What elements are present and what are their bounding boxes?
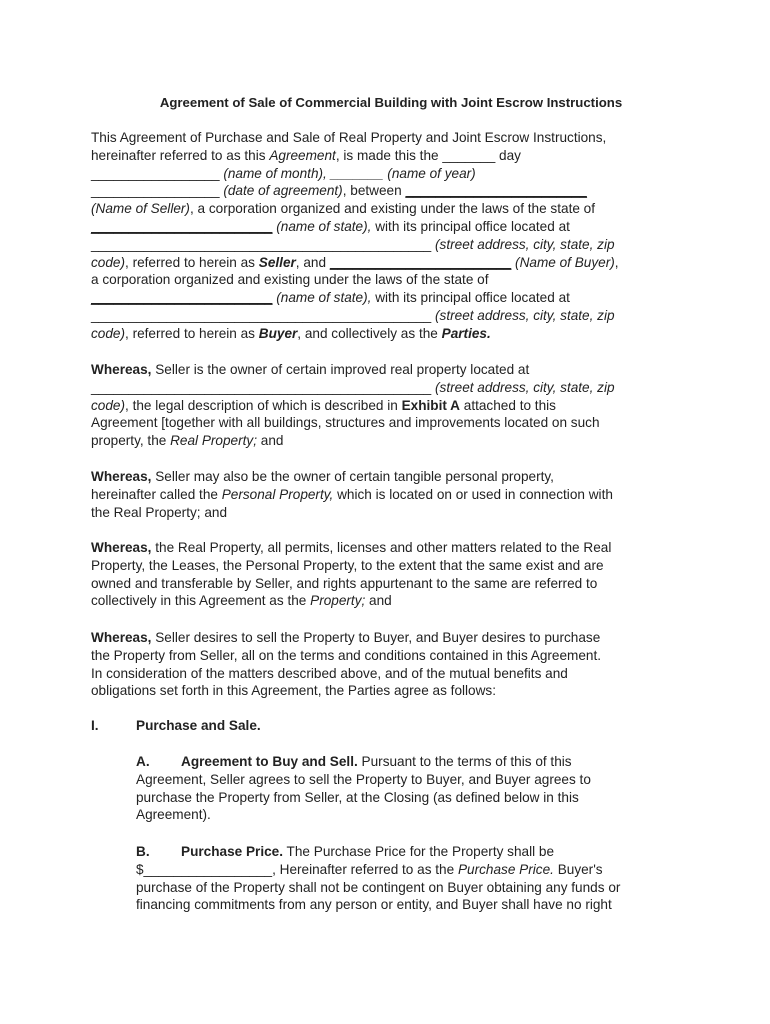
subsection-line — [136, 843, 620, 861]
intro-line: This Agreement of Purchase and Sale of Real Property and Joint Escrow Instructions, — [91, 130, 607, 145]
intro-line — [91, 218, 619, 236]
whereas-line: the Property from Seller, all on the terms and conditions contained in this Agreement. — [91, 647, 602, 663]
seller-term: Seller — [258, 254, 296, 270]
subsection-a — [136, 753, 591, 824]
address-hint: code) — [91, 254, 126, 270]
whereas-line — [91, 379, 615, 397]
subsection-letter: B. — [136, 844, 150, 859]
text: , between — [342, 183, 406, 199]
whereas-line: owned and transferable by Seller, and rights appurtenant to the same are referred to — [91, 575, 598, 591]
price-blank: $_________________, Hereinafter referred to as the — [136, 861, 458, 877]
subsection-b — [136, 843, 620, 914]
whereas-line: In consideration of the matters described above, and of the mutual benefits and — [91, 665, 568, 681]
text: Seller desires to sell the Property to Buyer, and Buyer desires to purchase — [151, 630, 601, 645]
section-title: Purchase and Sale. — [136, 718, 261, 733]
subsection-line: purchase the Property from Seller, at the Closing (as defined below in this — [136, 789, 579, 805]
text: , — [614, 254, 619, 270]
address-hint: (street address, city, state, zip — [435, 307, 615, 323]
subsection-line: financing commitments from any person or entity, and Buyer shall have no right — [136, 897, 612, 913]
subsection-line: Agreement). — [136, 807, 211, 823]
address-hint: code) — [91, 397, 126, 413]
subsection-heading: Purchase Price. — [181, 844, 284, 859]
whereas-line — [91, 539, 611, 557]
whereas-paragraph-4 — [91, 629, 601, 700]
agreement-term: Agreement — [269, 147, 336, 163]
real-property-term: Real Property; — [170, 433, 257, 449]
whereas-line — [91, 468, 613, 486]
intro-line — [91, 289, 619, 307]
address-hint: code) — [91, 325, 126, 341]
whereas-line: obligations set forth in this Agreement, the Parties agree as follows: — [91, 683, 497, 699]
subsection-letter: A. — [136, 754, 150, 769]
state-blank: ________________________ — [91, 290, 273, 306]
subsection-line: purchase of the Property shall not be contingent on Buyer obtaining any funds or — [136, 879, 621, 895]
whereas-line: the Real Property; and — [91, 504, 228, 520]
whereas-line: Property, the Leases, the Personal Property, to the extent that the same exist and are — [91, 557, 604, 573]
subsection-line — [136, 861, 620, 879]
text: , referred to herein as — [125, 325, 259, 341]
intro-line — [91, 307, 619, 325]
whereas-label: Whereas, — [91, 469, 152, 484]
text: attached to this — [459, 397, 556, 413]
address-blank: _____________________________________________ — [91, 307, 435, 323]
intro-line — [91, 325, 619, 343]
whereas-paragraph-2 — [91, 468, 613, 521]
text: and — [256, 433, 284, 449]
text: with its principal office located at — [371, 218, 570, 234]
whereas-line — [91, 592, 611, 610]
whereas-label: Whereas, — [91, 630, 152, 645]
text: Seller may also be the owner of certain tangible personal property, — [151, 469, 554, 484]
buyer-term: Buyer — [258, 325, 298, 341]
text: , referred to herein as — [125, 254, 259, 270]
text: Pursuant to the terms of this of this — [357, 754, 572, 769]
intro-line — [91, 147, 619, 165]
month-blank: _________________ — [91, 165, 224, 181]
whereas-label: Whereas, — [91, 362, 152, 377]
text: property, the — [91, 433, 171, 449]
property-term: Property; — [310, 593, 366, 609]
date-hint: (date of agreement) — [223, 183, 343, 199]
subsection-line — [136, 753, 591, 771]
intro-line: a corporation organized and existing under the laws of the state of — [91, 272, 489, 288]
month-year-hint: (name of month), _______ (name of year) — [223, 165, 476, 181]
text: Seller is the owner of certain improved real property located at — [151, 362, 530, 377]
address-blank: _____________________________________________ — [91, 236, 435, 252]
text: hereinafter called the — [91, 486, 222, 502]
text: hereinafter referred to as this — [91, 147, 270, 163]
buyer-name-hint: (Name of Buyer) — [511, 254, 615, 270]
text: the Real Property, all permits, licenses and other matters related to the Real — [151, 540, 612, 555]
personal-property-term: Personal Property, — [221, 486, 334, 502]
whereas-line — [91, 629, 601, 647]
text: with its principal office located at — [371, 290, 570, 306]
whereas-line — [91, 486, 613, 504]
text: and — [365, 593, 392, 609]
text: , the legal description of which is described in — [125, 397, 402, 413]
address-hint: (street address, city, state, zip — [435, 379, 615, 395]
text: The Purchase Price for the Property shall be — [283, 844, 555, 859]
buyer-name-blank: ________________________ — [329, 254, 512, 270]
address-hint: (street address, city, state, zip — [435, 236, 615, 252]
text: collectively in this Agreement as the — [91, 593, 311, 609]
intro-line — [91, 165, 619, 183]
intro-paragraph — [91, 129, 619, 343]
whereas-line — [91, 397, 615, 415]
text: , and collectively as the — [297, 325, 442, 341]
whereas-line: Agreement [together with all buildings, structures and improvements located on such — [91, 415, 600, 431]
purchase-price-term: Purchase Price. — [457, 861, 554, 877]
whereas-paragraph-3 — [91, 539, 611, 610]
subsection-heading: Agreement to Buy and Sell. — [181, 754, 358, 769]
intro-line — [91, 236, 619, 254]
date-blank: _________________ — [91, 183, 224, 199]
address-blank: _____________________________________________ — [91, 379, 435, 395]
whereas-line — [91, 361, 615, 379]
text: , and — [295, 254, 330, 270]
intro-line — [91, 254, 619, 272]
text: , a corporation organized and existing under the laws of the state of — [189, 201, 596, 217]
day-blank: , is made this the _______ day — [335, 147, 521, 163]
seller-name-hint: (Name of Seller) — [91, 201, 190, 217]
state-hint: (name of state), — [272, 290, 372, 306]
seller-name-blank: ________________________ — [405, 183, 587, 199]
intro-line — [91, 182, 619, 200]
state-hint: (name of state), — [272, 218, 372, 234]
whereas-paragraph-1 — [91, 361, 615, 450]
intro-line — [91, 200, 619, 218]
text: which is located on or used in connection with — [333, 486, 613, 502]
text: Buyer's — [553, 861, 603, 877]
parties-term: Parties. — [441, 325, 491, 341]
state-blank: ________________________ — [91, 218, 273, 234]
whereas-line — [91, 432, 615, 450]
section-number: I. — [91, 718, 99, 733]
subsection-line: Agreement, Seller agrees to sell the Property to Buyer, and Buyer agrees to — [136, 771, 591, 787]
exhibit-reference: Exhibit A — [401, 397, 460, 413]
document-title: Agreement of Sale of Commercial Building with Joint Escrow Instructions — [159, 95, 623, 110]
whereas-label: Whereas, — [91, 540, 152, 555]
